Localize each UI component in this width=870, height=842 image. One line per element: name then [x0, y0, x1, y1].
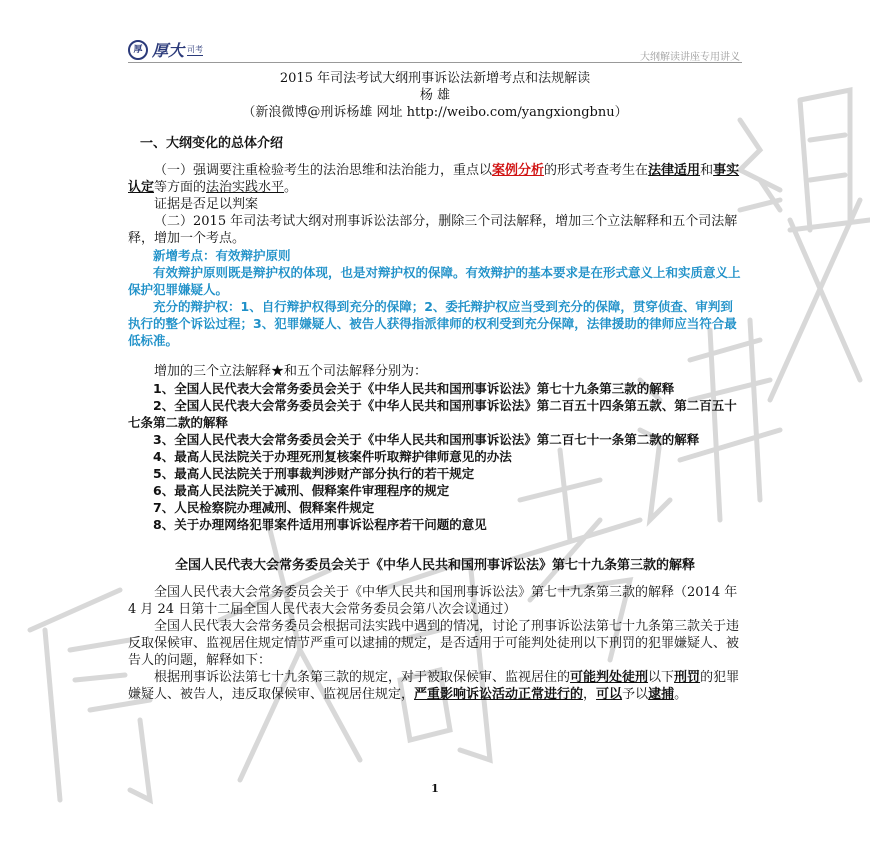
new-point-desc: 有效辩护原则既是辩护权的体现，也是对辩护权的保障。有效辩护的基本要求是在形式意义上和实质意义上保护犯罪嫌疑人。 [128, 265, 741, 297]
brand-logo [128, 38, 203, 61]
header-caption: 大纲解读讲座专用讲义 [640, 52, 740, 63]
underlined-practice-level: 法治实践水平 [206, 180, 285, 195]
new-point-heading: 新增考点：有效辩护原则 [153, 248, 291, 263]
interpretation-list [128, 380, 742, 533]
text-run: 以下 [648, 670, 675, 685]
logo-text: 厚大 [152, 41, 185, 60]
highlight: 逮捕 [648, 687, 675, 702]
text-run: 根据刑事诉讼法第七十九条第三款的规定，对于被取保候审、监视居住的 [154, 670, 571, 685]
paragraph-2: （二）2015 年司法考试大纲对刑事诉讼法部分，删除三个司法解释，增加三个立法解释和五个司法解释，增加一个考点。 [128, 214, 738, 246]
page-header [128, 40, 742, 63]
highlight-case-analysis: 案例分析 [492, 163, 545, 178]
text-run: 和 [700, 163, 714, 178]
list-item: 4、最高人民法院关于办理死刑复核案件听取辩护律师意见的办法 [153, 449, 512, 464]
paragraph-3: 全国人民代表大会常务委员会关于《中华人民共和国刑事诉讼法》第七十九条第三款的解释（2014 年 4 月 24 日第十二届全国人民代表大会常务委员会第八次会议通过） [128, 585, 738, 617]
highlight-law-application: 法律适用 [648, 163, 701, 178]
highlight: 刑罚 [674, 670, 701, 685]
doc-author: 杨 雄 [419, 88, 451, 103]
list-item: 1、全国人民代表大会常务委员会关于《中华人民共和国刑事诉讼法》第七十九条第三款的解释 [153, 381, 675, 396]
logo-subtext: 司考 [187, 44, 204, 54]
logo-emblem-icon: 厚 [128, 40, 148, 60]
list-item: 7、人民检察院办理减刑、假释案件规定 [153, 500, 375, 515]
new-point-rights: 充分的辩护权：1、自行辩护权得到充分的保障；2、委托辩护权应当受到充分的保障，贯穿侦查、审判到执行的整个诉讼过程；3、犯罪嫌疑人、被告人获得指派律师的权利受到充分保障，法律援助的律师应当符合最低标准。 [128, 299, 737, 348]
text-run: ， [583, 687, 597, 702]
text-run: 予以 [622, 687, 649, 702]
paragraph-note: 证据是否足以判案 [154, 197, 259, 212]
highlight: 可以 [596, 687, 623, 702]
page-number: 1 [431, 782, 439, 795]
list-item: 3、全国人民代表大会常务委员会关于《中华人民共和国刑事诉讼法》第二百七十一条第二款的解释 [153, 432, 700, 447]
doc-contact: （新浪微博@刑诉杨雄 网址 http://weibo.com/yangxiongbnu） [242, 105, 628, 120]
highlight-fact-finding: 事实认定 [128, 163, 740, 195]
paragraph-4: 全国人民代表大会常务委员会根据司法实践中遇到的情况，讨论了刑事诉讼法第七十九条第三款关于违反取保候审、监视居住规定情节严重可以逮捕的规定，是否适用于可能判处徒刑以下刑罚的犯罪嫌疑人、被告人的问题，解释如下： [128, 619, 740, 668]
section-heading: 一、大纲变化的总体介绍 [140, 136, 284, 151]
highlight: 可能判处徒刑 [570, 670, 649, 685]
text-run: 的形式考查考生在 [544, 163, 649, 178]
text-run: 等方面的 [154, 180, 207, 195]
list-intro: 增加的三个立法解释★和五个司法解释分别为： [154, 364, 428, 379]
text-run: 。 [674, 687, 688, 702]
list-item: 5、最高人民法院关于刑事裁判涉财产部分执行的若干规定 [153, 466, 475, 481]
paragraph-5 [128, 669, 742, 703]
interpretation-title: 全国人民代表大会常务委员会关于《中华人民共和国刑事诉讼法》第七十九条第三款的解释 [174, 558, 695, 573]
paragraph-1 [128, 162, 742, 196]
text-run: 。 [284, 180, 298, 195]
text-run: （一）强调要注重检验考生的法治思维和法治能力，重点以 [154, 163, 493, 178]
list-item: 6、最高人民法院关于减刑、假释案件审理程序的规定 [153, 483, 450, 498]
list-item: 8、关于办理网络犯罪案件适用刑事诉讼程序若干问题的意见 [153, 517, 487, 532]
doc-title: 2015 年司法考试大纲刑事诉讼法新增考点和法规解读 [279, 71, 591, 86]
list-item: 2、全国人民代表大会常务委员会关于《中华人民共和国刑事诉讼法》第二百五十四条第五款、第二百五十七条第二款的解释 [128, 398, 737, 430]
document-body [128, 70, 742, 703]
text-run: 的犯罪嫌疑人、被告人，违反取保候审、监视居住规定， [128, 670, 740, 702]
highlight: 严重影响诉讼活动正常进行的 [414, 687, 584, 702]
